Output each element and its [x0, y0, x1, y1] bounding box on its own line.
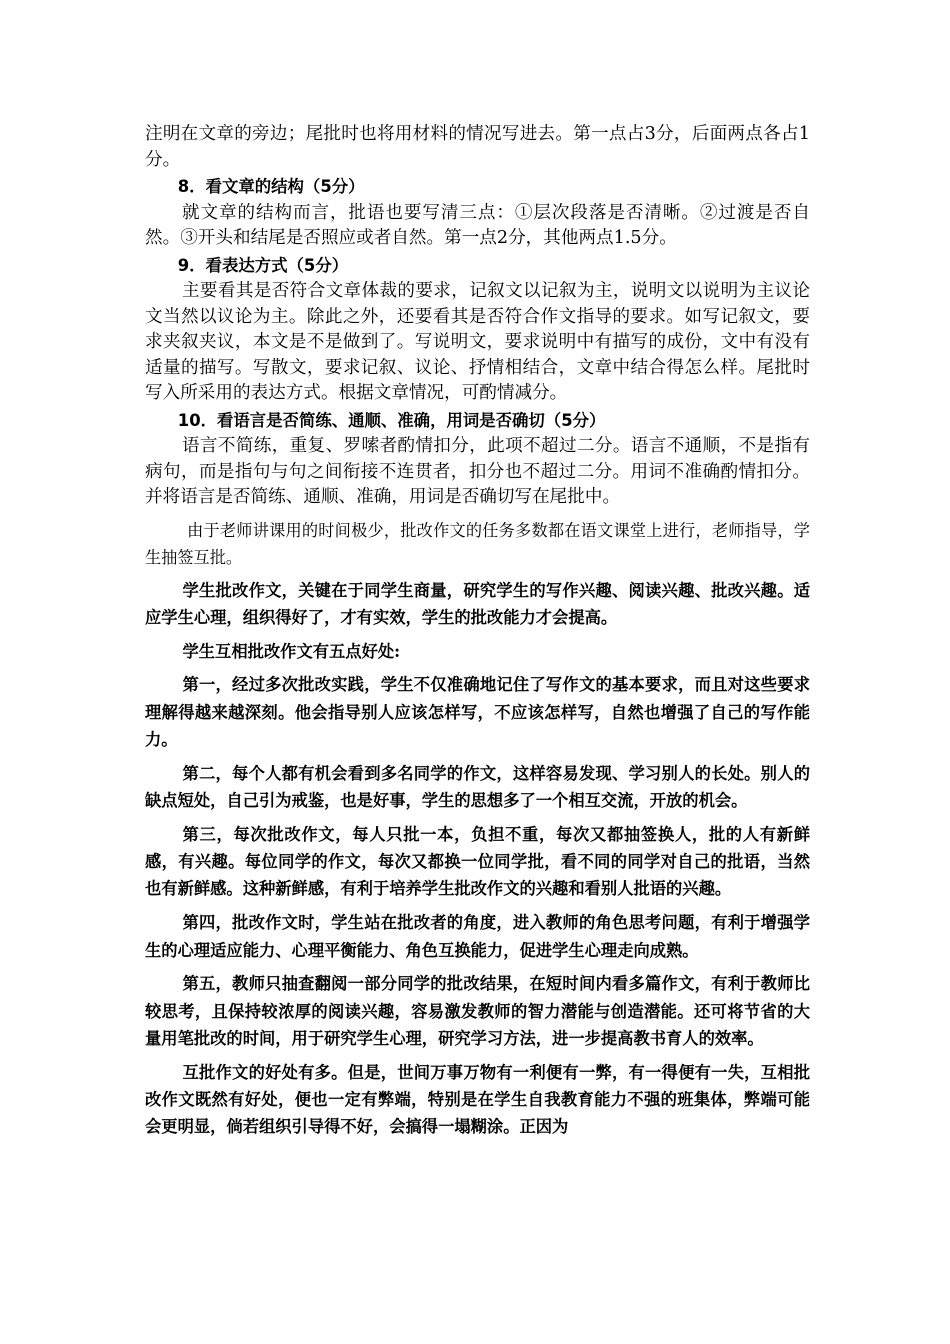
- heading-expression: 9．看表达方式（5分）: [177, 255, 349, 275]
- document-page: [145, 122, 810, 1147]
- paragraph-peer-review-intro: 由于老师讲课用的时间极少，批改作文的任务多数都在语文课堂上进行，老师指导，学生抽签互批。: [145, 520, 810, 567]
- paragraph-structure: 就文章的结构而言，批语也要写清三点：①层次段落是否清晰。②过渡是否自然。③开头和结尾是否照应或者自然。第一点2分，其他两点1.5分。: [145, 202, 810, 248]
- paragraph-material-scoring: 注明在文章的旁边；尾批时也将用材料的情况写进去。第一点占3分，后面两点各占1分。: [145, 124, 810, 170]
- paragraph-language: 语言不简练，重复、罗嗦者酌情扣分，此项不超过二分。语言不通顺，不是指有病句，而是指句与句之间衔接不连贯者，扣分也不超过二分。用词不准确酌情扣分。并将语言是否简练、通顺、准确，用词是否确切写在尾批中。: [145, 436, 810, 507]
- paragraph-drawbacks: 互批作文的好处有多。但是，世间万事万物有一利便有一弊，有一得便有一失，互相批改作文既然有好处，便也一定有弊端，特别是在学生自我教育能力不强的班集体，弊端可能会更明显，倘若组织引导得不好，会搞得一塌糊涂。正因为: [145, 1062, 810, 1137]
- paragraph-benefit-fifth: 第五，教师只抽查翻阅一部分同学的批改结果，在短时间内看多篇作文，有利于教师比较思考，且保持较浓厚的阅读兴趣，容易激发教师的智力潜能与创造潜能。还可将节省的大量用笔批改的时间，用于研究学生心理，研究学习方法，进一步提高教书育人的效率。: [145, 974, 810, 1048]
- paragraph-benefits-lead: 学生互相批改作文有五点好处:: [182, 641, 401, 661]
- heading-language: 10．看语言是否简练、通顺、准确，用词是否确切（5分）: [177, 410, 606, 430]
- paragraph-benefit-third: 第三，每次批改作文，每人只批一本，负担不重，每次又都抽签换人，批的人有新鲜感，有兴趣。每位同学的作文，每次又都换一位同学批，看不同的同学对自己的批语，当然也有新鲜感。这种新鲜感，有利于培养学生批改作文的兴趣和看别人批语的兴趣。: [145, 824, 810, 899]
- paragraph-expression: 主要看其是否符合文章体裁的要求，记叙文以记叙为主，说明文以说明为主议论文当然以议论为主。除此之外，还要看其是否符合作文指导的要求。如写记叙文，要求夹叙夹议，本文是不是做到了。写说明文，要求说明中有描写的成份，文中有没有适量的描写。写散文，要求记叙、议论、抒情相结合，文章中结合得怎么样。尾批时写入所采用的表达方式。根据文章情况，可酌情减分。: [145, 281, 810, 403]
- peer-review-benefits-section: [145, 577, 810, 1141]
- paragraph-benefit-fourth: 第四，批改作文时，学生站在批改者的角度，进入教师的角色思考问题，有利于增强学生的心理适应能力、心理平衡能力、角色互换能力，促进学生心理走向成熟。: [145, 913, 810, 960]
- paragraph-key-point: 学生批改作文，关键在于同学生商量，研究学生的写作兴趣、阅读兴趣、批改兴趣。适应学生心理，组织得好了，才有实效，学生的批改能力才会提高。: [145, 580, 810, 627]
- peer-review-intro-section: [145, 517, 810, 571]
- grading-criteria-section: [145, 122, 810, 511]
- heading-structure: 8．看文章的结构（5分）: [177, 177, 365, 196]
- paragraph-benefit-first: 第一，经过多次批改实践，学生不仅准确地记住了写作文的基本要求，而且对这些要求理解得越来越深刻。他会指导别人应该怎样写，不应该怎样写，自然也增强了自己的写作能力。: [145, 675, 810, 749]
- paragraph-benefit-second: 第二，每个人都有机会看到多名同学的作文，这样容易发现、学习别人的长处。别人的缺点短处，自己引为戒鉴，也是好事，学生的思想多了一个相互交流，开放的机会。: [145, 763, 810, 811]
